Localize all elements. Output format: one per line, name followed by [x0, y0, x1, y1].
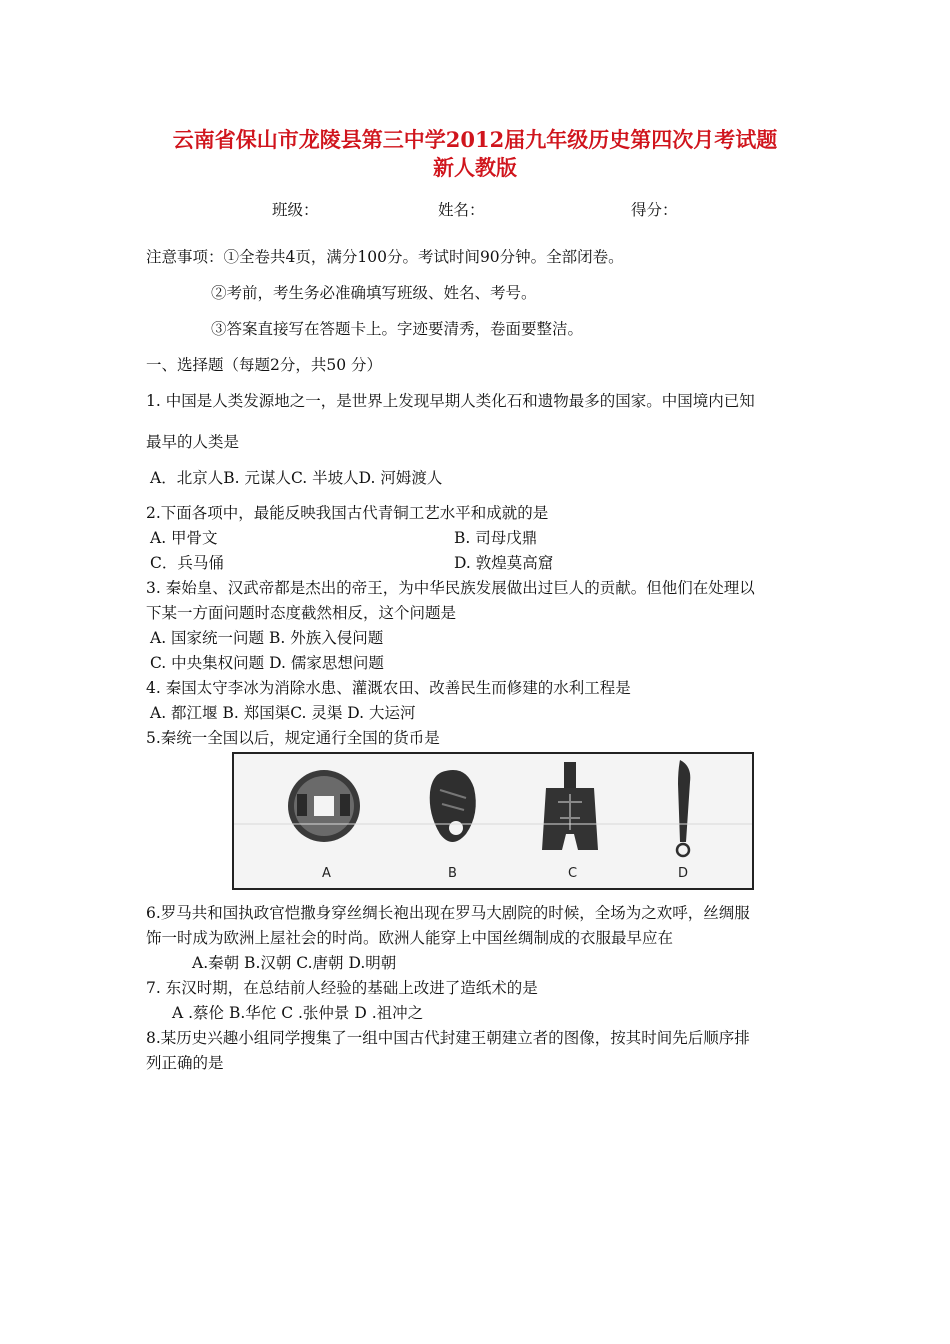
section-heading: 一、选择题（每题2分，共50 分） — [146, 356, 383, 374]
q6-stem-2: 饰一时成为欧洲上屋社会的时尚。欧洲人能穿上中国丝绸制成的衣服最早应在 — [146, 929, 674, 947]
coin-label-b: B — [448, 866, 457, 881]
q1-stem-1: 1. 中国是人类发源地之一，是世界上发现早期人类化石和遗物最多的国家。中国境内已知 — [146, 392, 755, 410]
coin-image-panel — [232, 752, 754, 890]
q5-stem: 5.秦统一全国以后，规定通行全国的货币是 — [146, 729, 440, 747]
coin-label-c: C — [568, 866, 578, 881]
q7-stem: 7. 东汉时期，在总结前人经验的基础上改进了造纸术的是 — [146, 979, 538, 997]
note-2: ②考前，考生务必准确填写班级、姓名、考号。 — [211, 284, 537, 302]
q8-stem-1: 8.某历史兴趣小组同学搜集了一组中国古代封建王朝建立者的图像，按其时间先后顺序排 — [146, 1029, 750, 1047]
q1-options: A．北京人B. 元谋人C. 半坡人D. 河姆渡人 — [150, 469, 443, 487]
name-field-label: 姓名： — [438, 201, 485, 219]
q3-stem-1: 3. 秦始皇、汉武帝都是杰出的帝王，为中华民族发展做出过巨人的贡献。但他们在处理以 — [146, 579, 755, 597]
coin-a-round-icon — [288, 770, 360, 842]
note-3: ③答案直接写在答题卡上。字迹要清秀，卷面要整洁。 — [211, 320, 584, 338]
q2-option-a: A. 甲骨文 — [150, 529, 218, 547]
class-field-label: 班级： — [272, 201, 319, 219]
score-field-label: 得分： — [631, 201, 678, 219]
coin-b-antnose-icon — [430, 770, 476, 842]
q3-options-ab: A. 国家统一问题 B. 外族入侵问题 — [150, 629, 384, 647]
note-1: 注意事项：①全卷共4页，满分100分。考试时间90分钟。全部闭卷。 — [146, 248, 624, 266]
coin-c-spade-icon — [542, 762, 598, 850]
q3-options-cd: C. 中央集权问题 D. 儒家思想问题 — [150, 654, 384, 672]
q2-option-c: C．兵马俑 — [150, 554, 224, 572]
doc-title-line1: 云南省保山市龙陵县第三中学2012届九年级历史第四次月考试题 — [172, 127, 778, 152]
q2-option-d: D. 敦煌莫高窟 — [454, 554, 554, 572]
q6-stem-1: 6.罗马共和国执政官恺撒身穿丝绸长袍出现在罗马大剧院的时候，全场为之欢呼，丝绸服 — [146, 904, 750, 922]
coin-illustration — [234, 754, 752, 888]
q2-stem: 2.下面各项中，最能反映我国古代青铜工艺水平和成就的是 — [146, 504, 549, 522]
q4-stem: 4. 秦国太守李冰为消除水患、灌溉农田、改善民生而修建的水利工程是 — [146, 679, 631, 697]
q4-options: A. 都江堰 B. 郑国渠C. 灵渠 D. 大运河 — [150, 704, 416, 722]
coin-label-a: A — [322, 866, 331, 881]
q3-stem-2: 下某一方面问题时态度截然相反，这个问题是 — [146, 604, 457, 622]
coin-d-knife-icon — [677, 760, 690, 856]
q2-option-b: B. 司母戊鼎 — [454, 529, 538, 547]
q1-stem-2: 最早的人类是 — [146, 433, 240, 451]
q8-stem-2: 列正确的是 — [146, 1054, 224, 1072]
q6-options: A.秦朝 B.汉朝 C.唐朝 D.明朝 — [192, 954, 397, 972]
doc-title-line2: 新人教版 — [433, 155, 517, 180]
q7-options: A .蔡伦 B.华佗 C .张仲景 D .祖冲之 — [172, 1004, 424, 1022]
coin-label-d: D — [678, 866, 689, 881]
